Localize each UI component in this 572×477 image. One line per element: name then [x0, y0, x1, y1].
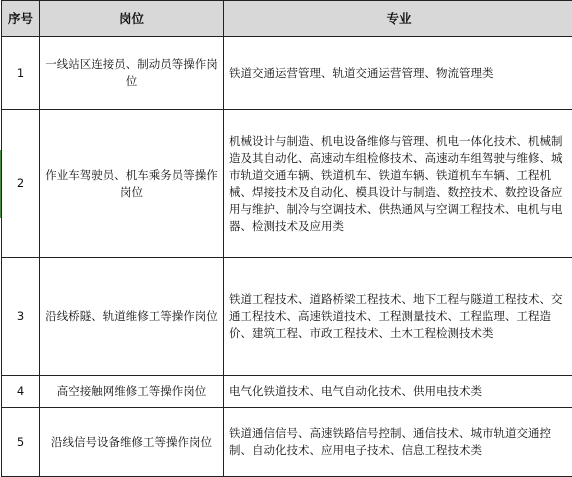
position-text: 沿线信号设备维修工等操作岗位	[40, 434, 223, 451]
table-row	[2, 37, 572, 110]
table-row	[2, 110, 572, 258]
position-text: 高空接触网维修工等操作岗位	[40, 383, 223, 400]
row-index: 3	[2, 258, 40, 376]
row-position	[40, 37, 224, 110]
table-row	[2, 408, 572, 477]
row-major	[224, 110, 572, 258]
major-text: 铁道工程技术、道路桥梁工程技术、地下工程与隧道工程技术、交通工程技术、高速铁道技术、工程测量技术、工程监理、工程造价、建筑工程、市政工程技术、土木工程检测技术类	[224, 291, 572, 342]
table-header	[2, 1, 572, 37]
major-text: 铁道交通运营管理、轨道交通运营管理、物流管理类	[224, 65, 572, 82]
row-major	[224, 408, 572, 477]
row-index: 1	[2, 37, 40, 110]
header-position: 岗位	[40, 1, 224, 37]
major-text: 电气化铁道技术、电气自动化技术、供用电技术类	[224, 383, 572, 400]
row-index: 5	[2, 408, 40, 477]
row-position	[40, 408, 224, 477]
row-major	[224, 258, 572, 376]
major-text: 机械设计与制造、机电设备维修与管理、机电一体化技术、机械制造及其自动化、高速动车组检修技术、高速动车组驾驶与维修、城市轨道交通车辆、铁道机车、铁道车辆、铁道机车车辆、工程机械、焊接技术及自动化、模具设计与制造、数控技术、数控设备应用与维护、制冷与空调技术、供热通风与空调工程技术、电机与电器、检测技术及应用类	[224, 133, 572, 235]
table-row	[2, 376, 572, 408]
position-text: 沿线桥隧、轨道维修工等操作岗位	[40, 308, 223, 325]
header-row	[2, 1, 572, 37]
row-position	[40, 376, 224, 408]
table-row	[2, 258, 572, 376]
table-body	[2, 37, 572, 477]
major-text: 铁道通信信号、高速铁路信号控制、通信技术、城市轨道交通控制、自动化技术、应用电子技术、信息工程技术类	[224, 425, 572, 459]
row-index: 4	[2, 376, 40, 408]
row-major	[224, 37, 572, 110]
row-position	[40, 110, 224, 258]
row-index: 2	[2, 110, 40, 258]
header-major: 专业	[224, 1, 572, 37]
position-text: 一线站区连接员、制动员等操作岗位	[40, 56, 223, 90]
position-text: 作业车驾驶员、机车乘务员等操作岗位	[40, 167, 223, 201]
row-major	[224, 376, 572, 408]
header-index: 序号	[2, 1, 40, 37]
row-position	[40, 258, 224, 376]
recruitment-table	[1, 0, 572, 477]
